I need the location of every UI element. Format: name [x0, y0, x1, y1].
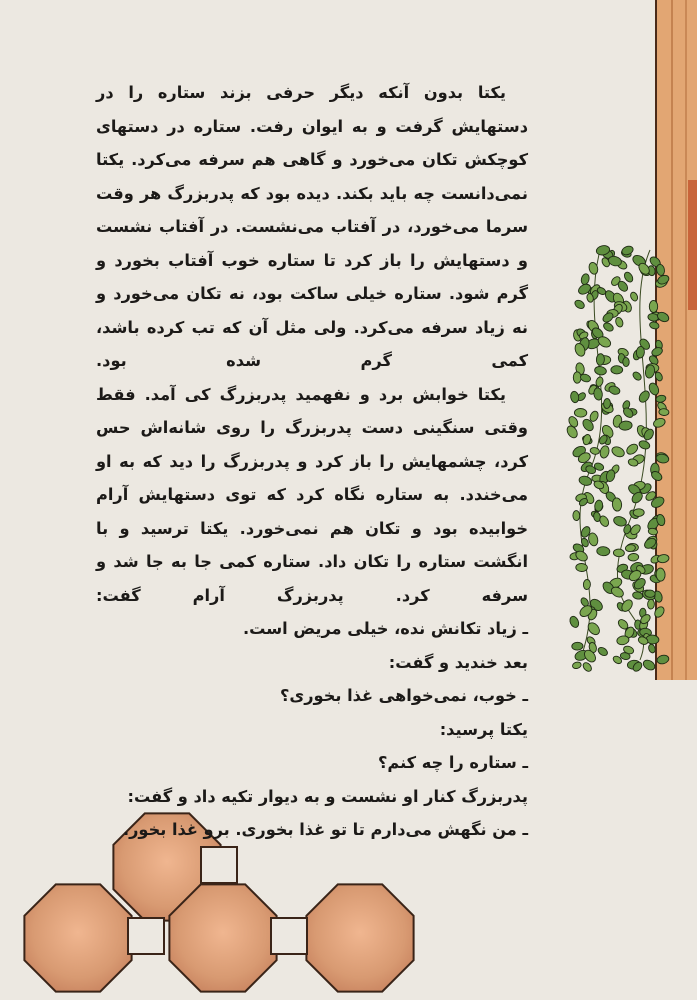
- leaf: [623, 357, 630, 366]
- story-text: [96, 76, 528, 847]
- leaf: [614, 316, 624, 328]
- leaf: [590, 447, 601, 455]
- narration-line: پدربزرگ کنار او نشست و به دیوار تکیه داد و گفت:: [127, 786, 528, 806]
- dialogue-line: ـ من نگهش می‌دارم تا تو غذا بخوری. برو غذا بخور.: [122, 820, 528, 839]
- story-paragraph: یکتا خوابش برد و نفهمید پدربزرگ کی آمد. فقط وقتی سنگینی دست پدربزرگ را روی شانه‌اش حس کرد، چشمهایش را باز کرد و پدربزرگ را دید که به او می‌خندد. به ستاره نگاه کرد که توی دستهایش آرام خوابیده بود و تکان هم نمی‌خورد. یکتا ترسید و با انگشت ستاره را تکان داد. ستاره کمی جا به جا شد و سرفه کرد. پدربزرگ آرام گفت:: [96, 384, 528, 605]
- leaf: [649, 300, 657, 312]
- leaf: [631, 370, 642, 381]
- leaf-cluster: [565, 245, 670, 673]
- leaf: [656, 568, 666, 581]
- square-tile: [271, 918, 307, 954]
- leaf: [612, 498, 622, 512]
- leaf: [570, 391, 580, 404]
- leaf: [638, 439, 651, 450]
- leaf: [583, 579, 590, 589]
- dialogue-line: ـ ستاره را چه کنم؟: [377, 753, 528, 772]
- narration-line: یکتا پرسید:: [439, 719, 528, 739]
- leaf: [628, 553, 639, 561]
- leaf: [623, 271, 635, 284]
- leaf: [633, 509, 644, 517]
- leaf: [576, 563, 588, 571]
- leaf: [594, 500, 603, 512]
- octagon-tile: [24, 884, 131, 991]
- leaf: [611, 366, 623, 374]
- leaf: [647, 599, 654, 609]
- leaf: [603, 398, 610, 408]
- dialogue-line: ـ زیاد تکانش نده، خیلی مریض است.: [242, 619, 528, 638]
- leaf: [578, 475, 593, 487]
- leaf: [573, 299, 585, 311]
- leaf: [565, 424, 579, 440]
- leaf: [597, 546, 611, 556]
- leaf: [636, 346, 645, 358]
- leaf: [637, 389, 651, 404]
- leaf: [572, 661, 582, 669]
- leaf: [647, 643, 656, 653]
- leaf: [625, 442, 640, 456]
- narration-line: بعد خندید و گفت:: [388, 652, 528, 672]
- story-paragraph: یکتا بدون آنکه دیگر حرفی بزند ستاره را در دستهایش گرفت و به ایوان رفت. ستاره در دستهای کوچکش تکان می‌خورد و گاهی هم سرفه می‌کرد. یکتا نمی‌دانست چه باید بکند. دیده بود که پدربزرگ هر وقت سرما می‌خورد، در آفتاب می‌نشست. در آفتاب نشست و دستهایش را باز کرد تا ستاره خوب آفتاب بخورد و گرم شود. ستاره خیلی ساکت بود، نه تکان می‌خورد و نه زیاد سرفه می‌کرد. ولی مثل آن که تب کرده باشد، کمی گرم شده بود.: [96, 83, 528, 370]
- leaf: [632, 591, 643, 600]
- leaf: [602, 321, 615, 333]
- leaf: [613, 549, 624, 557]
- leaf: [573, 511, 580, 521]
- leaf: [596, 353, 605, 365]
- leaf: [573, 372, 581, 384]
- leaf: [593, 387, 603, 400]
- octagon-tile: [306, 884, 413, 991]
- leaf: [599, 445, 610, 459]
- leaf: [659, 408, 669, 415]
- leaf: [610, 445, 626, 459]
- leaf: [572, 642, 584, 650]
- leaf: [594, 366, 607, 376]
- dialogue-line: ـ خوب، نمی‌خواهی غذا بخوری؟: [280, 686, 528, 705]
- leaf: [574, 408, 587, 417]
- leaf: [642, 658, 657, 672]
- octagon-tile: [169, 884, 276, 991]
- leaf: [586, 621, 602, 637]
- leaf: [568, 615, 580, 629]
- leaf: [597, 646, 609, 658]
- square-tile: [128, 918, 164, 954]
- square-tile: [201, 847, 237, 883]
- leaf: [645, 590, 656, 598]
- leaf: [580, 273, 590, 286]
- leaf: [582, 661, 594, 673]
- leaf: [629, 291, 639, 302]
- tree-illustration: [560, 0, 697, 680]
